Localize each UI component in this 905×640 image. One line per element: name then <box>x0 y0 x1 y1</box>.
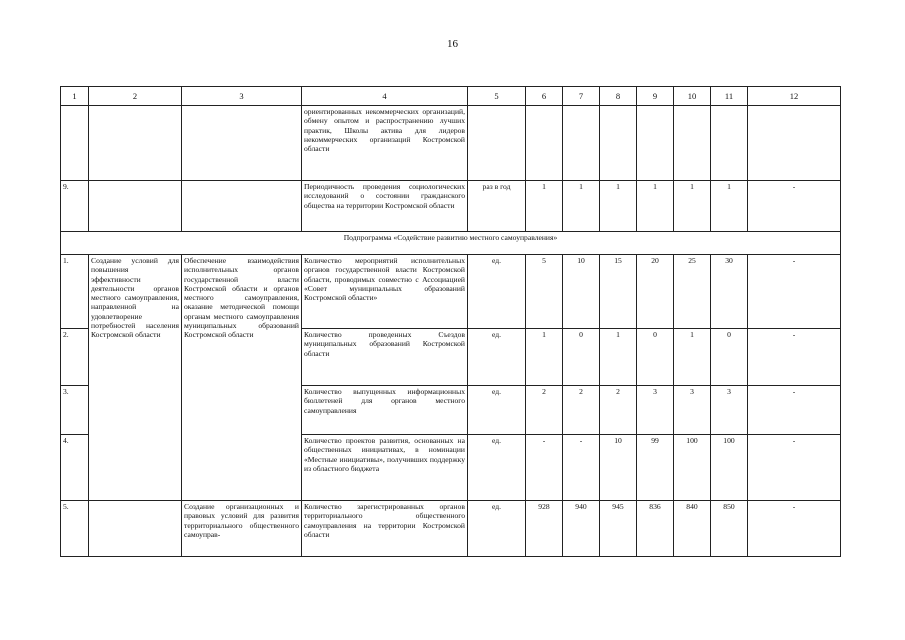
value-cell: 1 <box>674 329 711 386</box>
note-cell: - <box>748 255 841 329</box>
indicator-cell: Количество зарегистрированных органов территориального общественного самоуправления на территории Костромской области <box>302 501 468 557</box>
header-cell: 8 <box>600 87 637 106</box>
header-row <box>61 87 841 106</box>
task-cell: Обеспечение взаимодействия исполнительных органов государственной власти Костромской области и органов местного самоуправления, оказание методической помощи органам местного самоуправления муниципальных образований Костромской области <box>182 255 302 501</box>
value-cell: 1 <box>674 181 711 232</box>
goal-cell: Создание условий для повышения эффективности деятельности органов местного самоуправления, направленной на удовлетворение потребностей населения Костромской области <box>89 255 182 501</box>
row-number: 2. <box>61 329 89 386</box>
unit-cell: раз в год <box>468 181 526 232</box>
unit-cell: ед. <box>468 329 526 386</box>
value-cell: - <box>526 435 563 501</box>
indicators-table <box>60 86 841 557</box>
value-cell: 1 <box>711 181 748 232</box>
value-cell: 100 <box>711 435 748 501</box>
value-cell: 2 <box>600 386 637 435</box>
indicator-cell: Периодичность проведения социологических исследований о состоянии гражданского общества на территории Костромской области <box>302 181 468 232</box>
unit-cell: ед. <box>468 501 526 557</box>
value-cell: 99 <box>637 435 674 501</box>
value-cell: 940 <box>563 501 600 557</box>
header-cell: 3 <box>182 87 302 106</box>
value-cell: 3 <box>674 386 711 435</box>
value-cell: 100 <box>674 435 711 501</box>
unit-cell: ед. <box>468 386 526 435</box>
header-cell: 5 <box>468 87 526 106</box>
subprogram-row <box>61 232 841 255</box>
value-cell: 3 <box>637 386 674 435</box>
note-cell: - <box>748 386 841 435</box>
value-cell: 1 <box>600 329 637 386</box>
row-number: 1. <box>61 255 89 329</box>
value-cell: 840 <box>674 501 711 557</box>
header-cell: 6 <box>526 87 563 106</box>
value-cell: 10 <box>563 255 600 329</box>
header-cell: 10 <box>674 87 711 106</box>
value-cell: 3 <box>711 386 748 435</box>
value-cell: - <box>563 435 600 501</box>
note-cell: - <box>748 435 841 501</box>
indicator-cell: ориентированных некоммерческих организаций, обмену опытом и распространению лучших практик, Школы актива для лидеров некоммерческих организаций Костромской области <box>302 106 468 181</box>
header-cell: 11 <box>711 87 748 106</box>
indicator-cell: Количество проектов развития, основанных на общественных инициативах, в номинации «Местные инициативы», получивших поддержку из областного бюджета <box>302 435 468 501</box>
indicator-cell: Количество проведенных Съездов муниципальных образований Костромской области <box>302 329 468 386</box>
value-cell: 0 <box>711 329 748 386</box>
page-number: 16 <box>447 38 458 50</box>
unit-cell: ед. <box>468 435 526 501</box>
value-cell: 928 <box>526 501 563 557</box>
value-cell: 5 <box>526 255 563 329</box>
value-cell: 20 <box>637 255 674 329</box>
table-row <box>61 106 841 181</box>
note-cell: - <box>748 181 841 232</box>
table-row <box>61 181 841 232</box>
table-row <box>61 255 841 329</box>
value-cell: 25 <box>674 255 711 329</box>
note-cell: - <box>748 501 841 557</box>
value-cell: 1 <box>526 329 563 386</box>
value-cell: 10 <box>600 435 637 501</box>
value-cell: 0 <box>563 329 600 386</box>
value-cell: 0 <box>637 329 674 386</box>
indicator-cell: Количество мероприятий исполнительных органов государственной власти Костромской области, проводимых совместно с Ассоциацией «Совет муниципальных образований Костромской области» <box>302 255 468 329</box>
header-cell: 4 <box>302 87 468 106</box>
header-cell: 7 <box>563 87 600 106</box>
note-cell: - <box>748 329 841 386</box>
value-cell: 30 <box>711 255 748 329</box>
value-cell: 2 <box>563 386 600 435</box>
value-cell: 1 <box>637 181 674 232</box>
subprogram-title: Подпрограмма «Содействие развитию местного самоуправления» <box>61 232 841 255</box>
row-number: 4. <box>61 435 89 501</box>
value-cell: 1 <box>600 181 637 232</box>
value-cell: 1 <box>563 181 600 232</box>
row-number: 5. <box>61 501 89 557</box>
value-cell: 945 <box>600 501 637 557</box>
value-cell: 1 <box>526 181 563 232</box>
header-cell: 12 <box>748 87 841 106</box>
indicator-cell: Количество выпущенных информационных бюллетеней для органов местного самоуправления <box>302 386 468 435</box>
header-cell: 2 <box>89 87 182 106</box>
value-cell: 836 <box>637 501 674 557</box>
header-cell: 9 <box>637 87 674 106</box>
value-cell: 15 <box>600 255 637 329</box>
task-cell: Создание организационных и правовых условий для развития территориального общественного самоуправ- <box>182 501 302 557</box>
header-cell: 1 <box>61 87 89 106</box>
unit-cell: ед. <box>468 255 526 329</box>
table-row <box>61 501 841 557</box>
value-cell: 2 <box>526 386 563 435</box>
value-cell: 850 <box>711 501 748 557</box>
row-number: 3. <box>61 386 89 435</box>
row-number: 9. <box>61 181 89 232</box>
